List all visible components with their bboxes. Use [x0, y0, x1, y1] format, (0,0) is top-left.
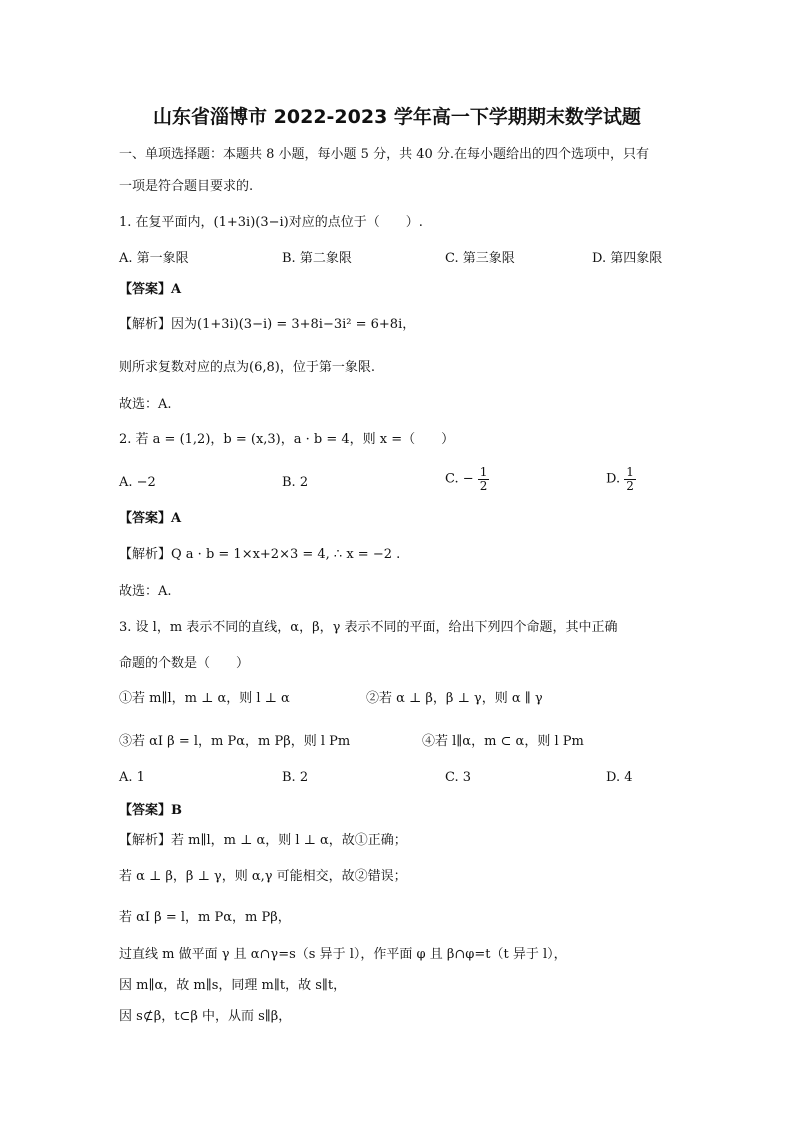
q2-option-c: [445, 466, 489, 493]
q1-option-d: D. 第四象限: [592, 251, 663, 266]
q2-answer: 【答案】A: [119, 511, 182, 526]
q3-analysis-line2: 若 α ⊥ β，β ⊥ γ，则 α,γ 可能相交，故②错误；: [119, 869, 407, 884]
q2-option-d-fraction: [624, 466, 636, 493]
q3-proposition-3: ③若 αI β = l，m Pα，m Pβ，则 l Pm: [119, 734, 351, 749]
q3-analysis-line1: 【解析】若 m∥l，m ⊥ α，则 l ⊥ α，故①正确；: [119, 833, 407, 848]
q2-option-d: [606, 466, 636, 493]
q2-option-d-denominator: 2: [626, 479, 634, 493]
q3-answer: 【答案】B: [119, 803, 182, 818]
page-title: 山东省淄博市 2022-2023 学年高一下学期期末数学试题: [153, 106, 641, 128]
q1-answer: 【答案】A: [119, 282, 182, 297]
q1-option-a: A. 第一象限: [119, 251, 189, 266]
q1-option-c: C. 第三象限: [445, 251, 515, 266]
q3-option-d: D. 4: [606, 770, 633, 785]
q3-proposition-4: ④若 l∥α，m ⊂ α，则 l Pm: [422, 734, 584, 749]
q3-analysis-line3: 若 αI β = l，m Pα，m Pβ，: [119, 910, 291, 925]
q1-analysis-line2: 则所求复数对应的点为(6,8)，位于第一象限.: [119, 360, 375, 375]
q3-proposition-2: ②若 α ⊥ β，β ⊥ γ，则 α ∥ γ: [366, 691, 543, 706]
q3-analysis-line4: 过直线 m 做平面 γ 且 α∩γ=s（s 异于 l），作平面 φ 且 β∩φ=t（t 异于 l），: [119, 947, 567, 962]
q2-analysis: 【解析】Q a · b = 1×x+2×3 = 4, ∴ x = −2 .: [119, 547, 401, 562]
q3-analysis-line6: 因 s⊄β，t⊂β 中，从而 s∥β，: [119, 1009, 292, 1024]
section-instruction-line2: 一项是符合题目要求的.: [119, 179, 254, 194]
q1-analysis-line1: 【解析】因为(1+3i)(3−i) = 3+8i−3i² = 6+8i，: [119, 317, 416, 332]
q1-choose: 故选：A.: [119, 397, 172, 412]
q2-option-c-fraction: [478, 466, 490, 493]
q2-option-c-denominator: 2: [479, 479, 488, 493]
q3-stem-line1: 3. 设 l，m 表示不同的直线，α，β，γ 表示不同的平面，给出下列四个命题，其中正确: [119, 620, 618, 635]
q2-option-c-numerator: 1: [479, 465, 488, 479]
q3-analysis-line5: 因 m∥α，故 m∥s，同理 m∥t，故 s∥t，: [119, 978, 347, 993]
q3-option-b: B. 2: [282, 770, 309, 785]
q3-option-a: A. 1: [119, 770, 145, 785]
q2-option-b: B. 2: [282, 475, 309, 490]
q3-stem-line2: 命题的个数是（ ）: [119, 656, 250, 671]
q2-option-c-label: C. −: [445, 471, 474, 487]
q3-proposition-1: ①若 m∥l，m ⊥ α，则 l ⊥ α: [119, 691, 290, 706]
q2-option-a: A. −2: [119, 475, 156, 490]
q2-option-d-label: D.: [606, 471, 625, 487]
section-instruction-line1: 一、单项选择题：本题共 8 小题，每小题 5 分，共 40 分.在每小题给出的四个选项中，只有: [119, 147, 650, 162]
q1-stem: 1. 在复平面内，(1+3i)(3−i)对应的点位于（ ）.: [119, 215, 423, 230]
q2-option-d-numerator: 1: [626, 465, 634, 479]
q1-option-b: B. 第二象限: [282, 251, 352, 266]
q3-option-c: C. 3: [445, 770, 472, 785]
q2-stem: 2. 若 a = (1,2)，b = (x,3)，a · b = 4，则 x =（ ）: [119, 432, 455, 447]
q2-choose: 故选：A.: [119, 584, 172, 599]
